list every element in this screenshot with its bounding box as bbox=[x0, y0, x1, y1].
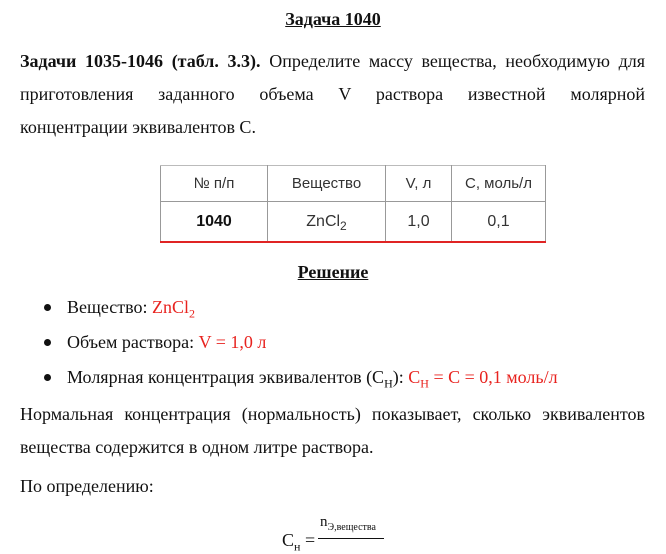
problem-text-line3: концентрации эквивалентов С. bbox=[20, 117, 256, 137]
normality-explanation: Нормальная концентрация (нормальность) показывает, сколько эквивалентов вещества содержится в одном литре раствора. bbox=[20, 404, 645, 457]
bullet-icon bbox=[44, 304, 51, 311]
problem-statement bbox=[20, 45, 645, 144]
volume-value: V = 1,0 л bbox=[198, 332, 267, 352]
bullet-icon bbox=[44, 339, 51, 346]
problem-text-line1: Определите массу вещества, необходимую для bbox=[269, 51, 646, 71]
list-item: Молярная концентрация эквивалентов $(C_Н)$: $C_Н = C = 0,1$ моль/л bbox=[0, 362, 666, 397]
header-num: № п/п bbox=[161, 166, 268, 202]
definition-lead: По определению: bbox=[20, 476, 154, 496]
table-header-row bbox=[161, 166, 546, 202]
data-table bbox=[160, 165, 546, 243]
problem-range-label: Задачи 1035-1046 (табл. 3.3). bbox=[20, 51, 261, 71]
cell-conc: 0,1 bbox=[452, 202, 546, 243]
cell-substance: ZnCl$_2$ bbox=[268, 202, 386, 243]
given-list bbox=[0, 292, 666, 397]
cell-num: 1040 bbox=[161, 202, 268, 243]
substance-value: ZnCl$_2$ bbox=[152, 297, 196, 321]
problem-title: Задача 1040 bbox=[285, 9, 381, 29]
formula-lhs: $C_н$ = bbox=[282, 530, 316, 554]
formula-numerator: $n_{Э,вещества}$ bbox=[320, 514, 376, 533]
header-volume: V, л bbox=[386, 166, 452, 202]
bullet-icon bbox=[44, 374, 51, 381]
concentration-value: $C_Н = C = 0,1$ моль/л bbox=[408, 367, 558, 391]
header-conc: C, моль/л bbox=[452, 166, 546, 202]
table-row bbox=[161, 202, 546, 243]
list-item: Объем раствора: V = 1,0 л bbox=[0, 327, 666, 362]
solution-title: Решение bbox=[297, 262, 369, 282]
problem-text-line2: приготовления заданного объема V раствора известной молярной bbox=[20, 84, 645, 104]
list-item: Вещество: ZnCl$_2$ bbox=[0, 292, 666, 327]
cell-volume: 1,0 bbox=[386, 202, 452, 243]
fraction-bar bbox=[318, 538, 384, 539]
header-substance: Вещество bbox=[268, 166, 386, 202]
